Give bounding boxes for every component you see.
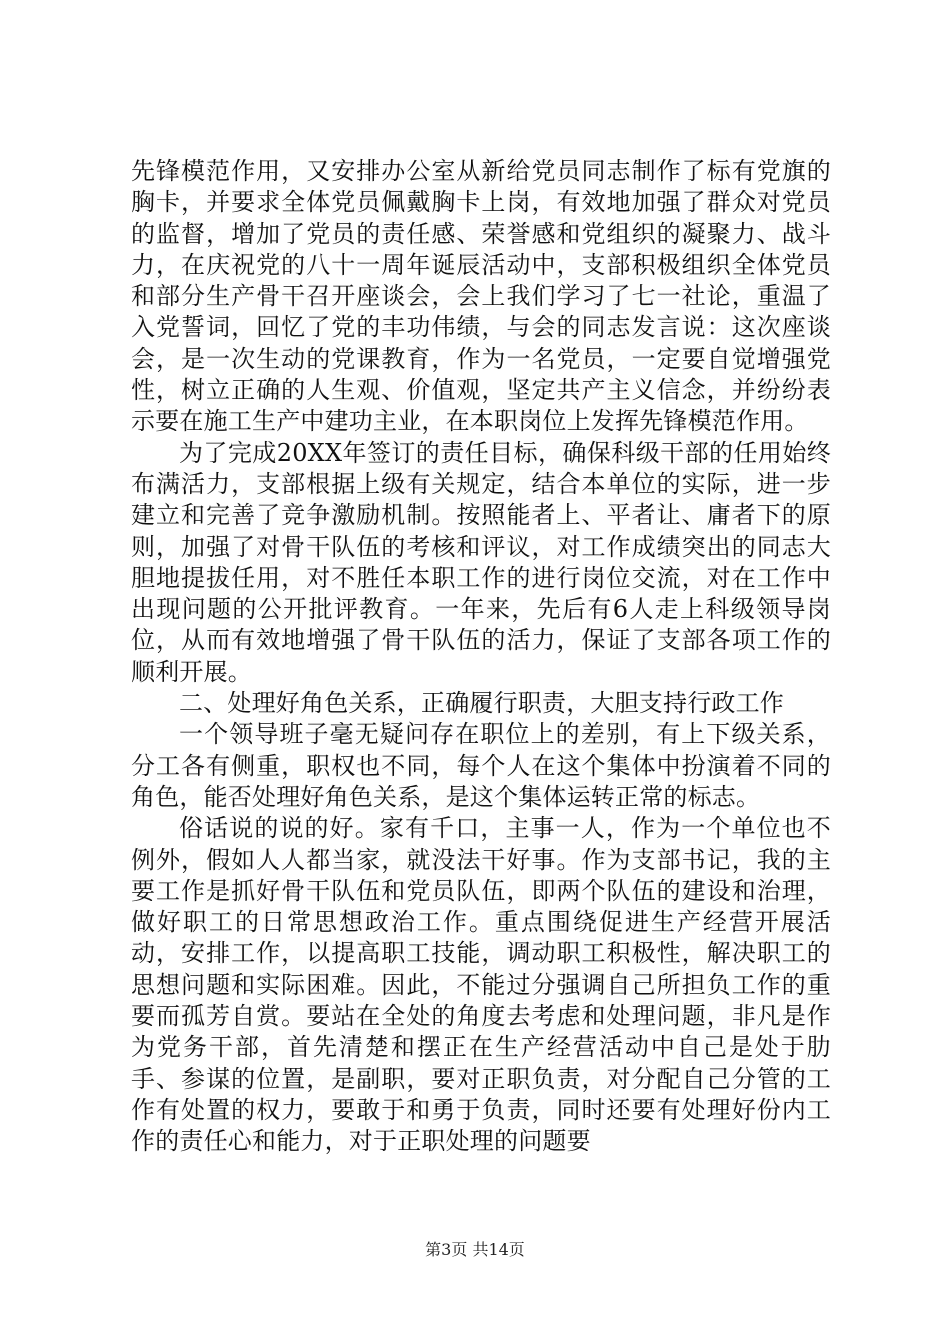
paragraph-continuation: 先锋模范作用，又安排办公室从新给党员同志制作了标有党旗的胸卡，并要求全体党员佩戴胸卡上岗，有效地加强了群众对党员的监督，增加了党员的责任感、荣誉感和党组织的凝聚力、战斗力，在庆祝党的八十一周年诞辰活动中，支部积极组织全体党员和部分生产骨干召开座谈会，会上我们学习了七一社论，重温了入党誓词，回忆了党的丰功伟绩，与会的同志发言说：这次座谈会，是一次生动的党课教育，作为一名党员，一定要自觉增强党性，树立正确的人生观、价值观，坚定共产主义信念，并纷纷表示要在施工生产中建功主业，在本职岗位上发挥先锋模范作用。 (131, 157, 831, 436)
page-number-footer: 第3页 共14页 (425, 1240, 525, 1259)
section-heading: 二、处理好角色关系，正确履行职责，大胆支持行政工作 (179, 689, 784, 718)
paragraph-party-secretary-duties: 俗话说的说的好。家有千口，主事一人，作为一个单位也不例外，假如人人都当家，就没法干好事。作为支部书记，我的主要工作是抓好骨干队伍和党员队伍，即两个队伍的建设和治理，做好职工的日常思想政治工作。重点围绕促进生产经营开展活动，安排工作，以提高职工技能，调动职工积极性，解决职工的思想问题和实际困难。因此，不能过分强调自己所担负工作的重要而孤芳自赏。要站在全处的角度去考虑和处理问题，非凡是作为党务干部，首先清楚和摆正在生产经营活动中自己是处于肋手、参谋的位置，是副职，要对正职负责，对分配自己分管的工作有处置的权力，要敢于和勇于负责，同时还要有处理好份内工作的责任心和能力，对于正职处理的问题要 (131, 814, 831, 1156)
document-body (131, 156, 831, 1158)
paragraph-leadership-roles: 一个领导班子毫无疑问存在职位上的差别，有上下级关系，分工各有侧重，职权也不同，每个人在这个集体中扮演着不同的角色，能否处理好角色关系，是这个集体运转正常的标志。 (131, 720, 831, 811)
paragraph-competition-mechanism: 为了完成20XX年签订的责任目标，确保科级干部的任用始终布满活力，支部根据上级有关规定，结合本单位的实际，进一步建立和完善了竞争激励机制。按照能者上、平者让、庸者下的原则，加强了对骨干队伍的考核和评议，对工作成绩突出的同志大胆地提拔任用，对不胜任本职工作的进行岗位交流，对在工作中出现问题的公开批评教育。一年来，先后有6人走上科级领导岗位，从而有效地增强了骨干队伍的活力，保证了支部各项工作的顺利开展。 (131, 438, 831, 686)
